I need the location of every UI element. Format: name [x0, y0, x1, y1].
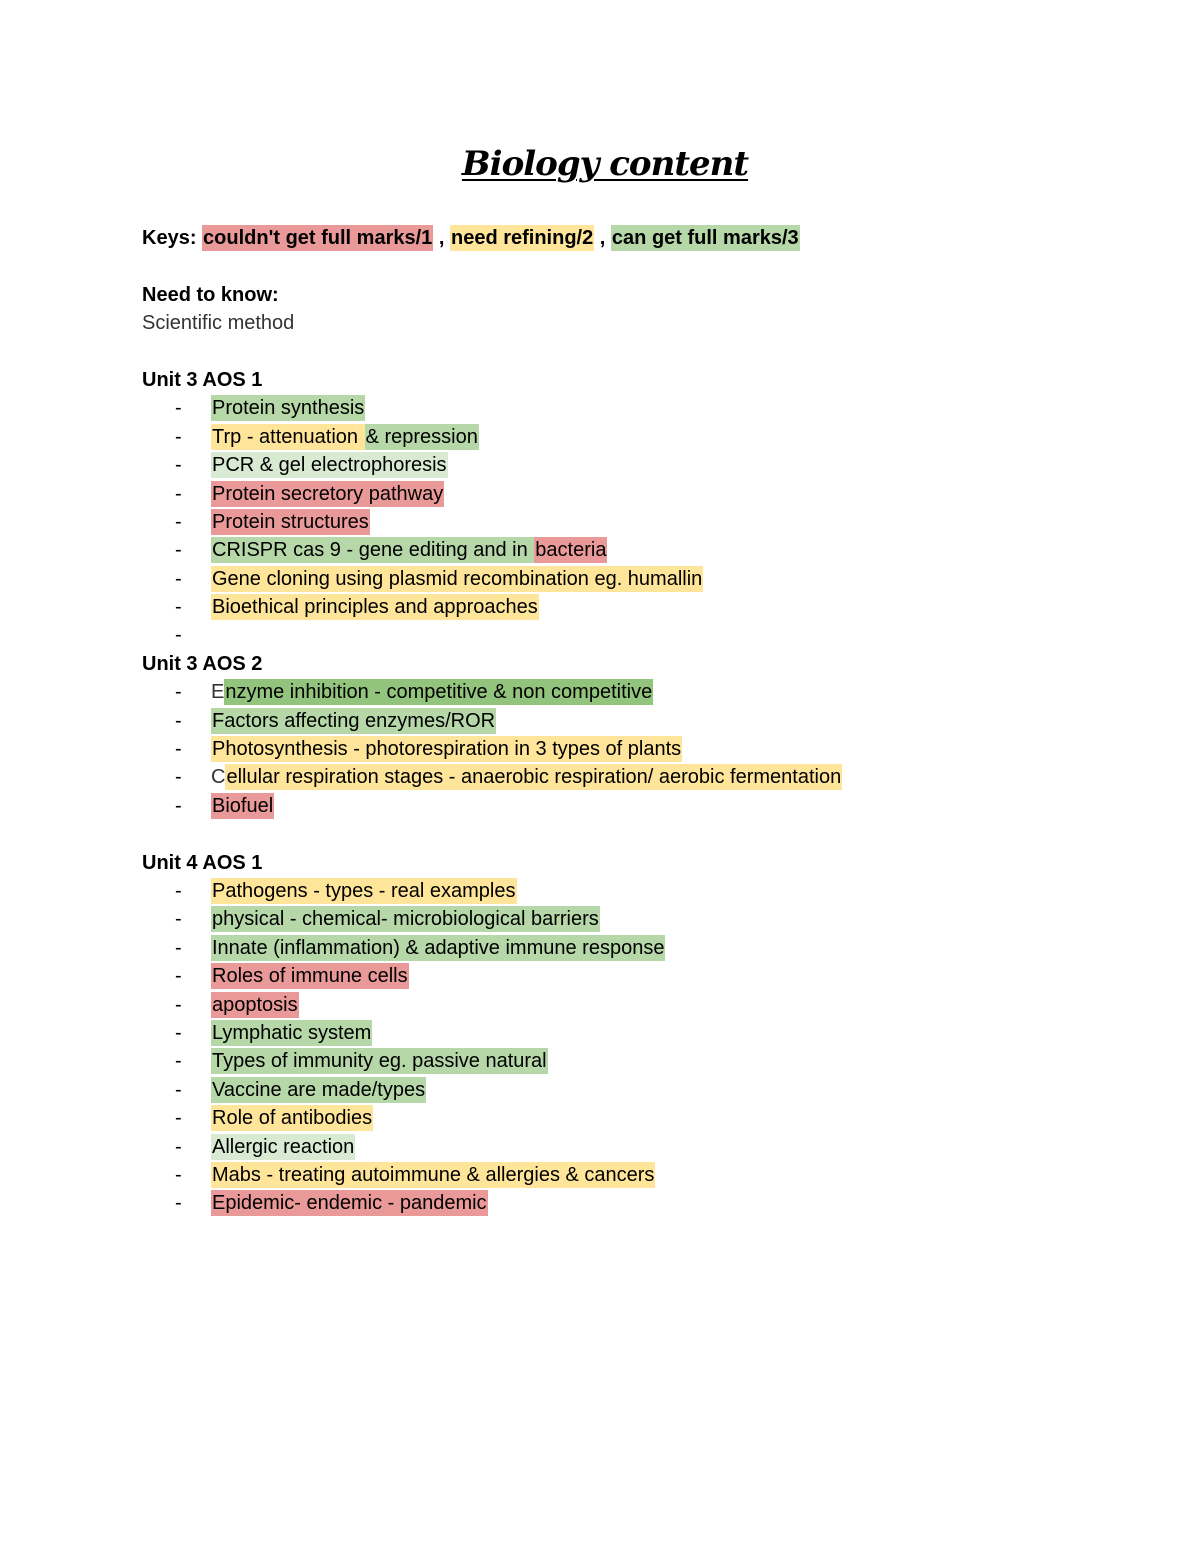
list-item-text: CRISPR cas 9 - gene editing and in: [212, 539, 534, 562]
list-item-text: PCR & gel electrophoresis: [212, 454, 447, 477]
list-item-text: Protein structures: [212, 510, 369, 533]
list-item: [142, 962, 1142, 990]
list-item-text: Bioethical principles and approaches: [212, 596, 538, 619]
list-item: [142, 877, 1142, 905]
bullet-dash: -: [175, 596, 182, 619]
list-item: [142, 934, 1142, 962]
list-item: [142, 565, 1142, 593]
list-item-text: Biofuel: [212, 794, 274, 817]
bullet-dash: -: [175, 908, 182, 931]
unit3-aos1-heading: Unit 3 AOS 1: [142, 368, 263, 391]
list-item: [142, 1076, 1142, 1104]
key-need-refining: need refining/2: [450, 227, 594, 249]
list-item-text: Trp - attenuation: [212, 425, 364, 448]
list-item-text: Pathogens - types - real examples: [212, 879, 516, 902]
list-item: [142, 735, 1142, 763]
list-item: [142, 1133, 1142, 1161]
bullet-dash: -: [175, 539, 182, 562]
list-item-text: C: [211, 766, 226, 789]
document-body: [142, 224, 1142, 1218]
bullet-dash: -: [175, 879, 182, 902]
list-item-text: Mabs - treating autoimmune & allergies & cancers: [212, 1163, 655, 1186]
list-item: [142, 423, 1142, 451]
list-item-text: Innate (inflammation) & adaptive immune response: [212, 936, 665, 959]
list-item: [142, 707, 1142, 735]
list-item-text: bacteria: [535, 539, 607, 562]
list-item: [142, 593, 1142, 621]
bullet-dash: -: [175, 624, 182, 647]
list-item-text: Types of immunity eg. passive natural: [212, 1050, 547, 1073]
bullet-dash: -: [175, 1050, 182, 1073]
keys-separator: ,: [438, 227, 445, 249]
list-item: [142, 1189, 1142, 1217]
list-item-text: Allergic reaction: [212, 1135, 355, 1158]
list-item-text: Protein synthesis: [212, 397, 365, 420]
list-item: [142, 1104, 1142, 1132]
list-item-text: E: [211, 681, 225, 704]
list-item: [142, 508, 1142, 536]
list-item: [142, 394, 1142, 422]
list-item-text: & repression: [365, 425, 478, 448]
bullet-dash: -: [175, 1078, 182, 1101]
list-item: [142, 1019, 1142, 1047]
key-can-get-full-marks: can get full marks/3: [611, 227, 799, 249]
bullet-dash: -: [175, 510, 182, 533]
key-couldnt-get-full-marks: couldn't get full marks/1: [203, 227, 433, 249]
list-item-text: apoptosis: [212, 993, 298, 1016]
bullet-dash: -: [175, 1021, 182, 1044]
need-to-know-heading: Need to know:: [142, 283, 279, 306]
list-item-text: Vaccine are made/types: [212, 1078, 426, 1101]
blank-line: [142, 252, 1142, 280]
list-item-text: Gene cloning using plasmid recombination eg. humallin: [212, 567, 703, 590]
keys-separator: ,: [599, 227, 606, 249]
list-item-text: Epidemic- endemic - pandemic: [212, 1192, 487, 1215]
bullet-dash: -: [175, 1107, 182, 1130]
list-item-text: Role of antibodies: [212, 1107, 373, 1130]
keys-legend: [142, 224, 1142, 252]
bullet-dash: -: [175, 397, 182, 420]
bullet-dash: -: [175, 766, 182, 789]
need-to-know-text: Scientific method: [142, 312, 295, 335]
unit3-aos2-heading: Unit 3 AOS 2: [142, 652, 263, 675]
bullet-dash: -: [175, 738, 182, 761]
list-item: [142, 792, 1142, 820]
bullet-dash: -: [175, 794, 182, 817]
list-item: [142, 763, 1142, 791]
list-item: [142, 536, 1142, 564]
keys-label: Keys:: [142, 227, 197, 249]
list-item: [142, 991, 1142, 1019]
list-item: [142, 1047, 1142, 1075]
bullet-dash: -: [175, 993, 182, 1016]
bullet-dash: -: [175, 425, 182, 448]
bullet-dash: -: [175, 681, 182, 704]
bullet-dash: -: [175, 709, 182, 732]
list-item: [142, 621, 1142, 649]
list-item-text: Roles of immune cells: [212, 965, 408, 988]
document-title: Biology content: [461, 144, 749, 184]
unit3-aos2-list: [142, 678, 1142, 820]
list-item-text: physical - chemical- microbiological barriers: [212, 908, 599, 931]
unit4-aos1-heading: Unit 4 AOS 1: [142, 851, 263, 874]
list-item-text: Factors affecting enzymes/ROR: [212, 709, 496, 732]
list-item: [142, 905, 1142, 933]
bullet-dash: -: [175, 482, 182, 505]
list-item-text: Photosynthesis - photorespiration in 3 types of plants: [212, 738, 682, 761]
bullet-dash: -: [175, 567, 182, 590]
unit3-aos1-list: [142, 394, 1142, 650]
blank-line: [142, 338, 1142, 366]
bullet-dash: -: [175, 1192, 182, 1215]
bullet-dash: -: [175, 936, 182, 959]
list-item-text: nzyme inhibition - competitive & non competitive: [225, 681, 653, 704]
list-item-text: Lymphatic system: [212, 1021, 372, 1044]
list-item: [142, 678, 1142, 706]
list-item: [142, 480, 1142, 508]
unit4-aos1-list: [142, 877, 1142, 1218]
list-item-text: ellular respiration stages - anaerobic respiration/ aerobic fermentation: [226, 766, 842, 789]
list-item: [142, 451, 1142, 479]
bullet-dash: -: [175, 1135, 182, 1158]
list-item-text: Protein secretory pathway: [212, 482, 444, 505]
bullet-dash: -: [175, 965, 182, 988]
bullet-dash: -: [175, 454, 182, 477]
list-item: [142, 1161, 1142, 1189]
blank-line: [142, 820, 1142, 848]
bullet-dash: -: [175, 1163, 182, 1186]
